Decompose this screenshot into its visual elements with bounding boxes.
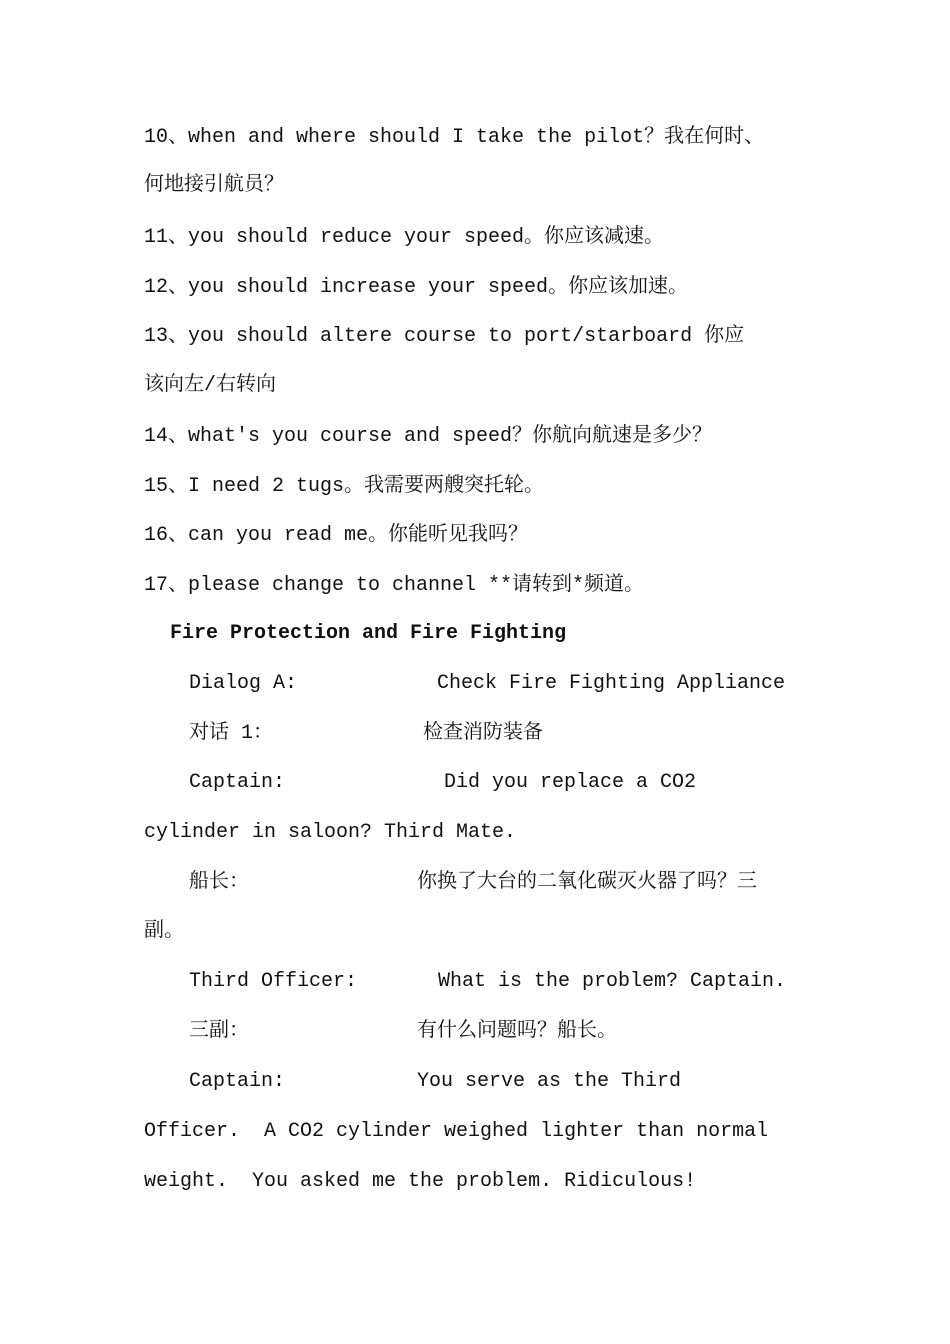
captain-text-1a: Did you replace a CO2 (444, 771, 697, 794)
captain-label-1: Captain: (189, 771, 286, 794)
captain-text-2a: You serve as the Third (417, 1070, 682, 1093)
line-11: 11、you should reduce your speed。你应该减速。 (144, 226, 665, 249)
captain-text-cn-1b: 副。 (144, 920, 184, 943)
officer-text: What is the problem? Captain. (438, 970, 787, 993)
line-10-cont: 何地接引航员？ (144, 174, 284, 197)
line-13-cont: 该向左/右转向 (144, 374, 277, 397)
line-10: 10、when and where should I take the pilot？我在何时、 (144, 126, 765, 149)
captain-text-cn-1a: 你换了大台的二氧化碳灭火器了吗？三 (417, 871, 757, 894)
line-15: 15、I need 2 tugs。我需要两艘突托轮。 (144, 475, 545, 498)
captain-text-1b: cylinder in saloon? Third Mate. (144, 821, 517, 844)
officer-label-cn: 三副： (189, 1020, 249, 1043)
line-16: 16、can you read me。你能听见我吗？ (144, 524, 529, 547)
line-14: 14、what's you course and speed？你航向航速是多少？ (144, 425, 713, 448)
line-13: 13、you should altere course to port/starboard 你应 (144, 325, 745, 348)
dialog-title-label: Dialog A: (189, 672, 298, 695)
dialog-title-text-cn: 检查消防装备 (423, 722, 543, 745)
officer-label: Third Officer: (189, 970, 358, 993)
dialog-title-label-cn: 对话 1： (189, 722, 274, 745)
captain-label-cn-1: 船长： (189, 871, 249, 894)
line-12: 12、you should increase your speed。你应该加速。 (144, 276, 689, 299)
captain-text-2b: Officer. A CO2 cylinder weighed lighter than normal (144, 1120, 769, 1143)
dialog-title-text: Check Fire Fighting Appliance (437, 672, 786, 695)
section-heading: Fire Protection and Fire Fighting (170, 622, 567, 645)
captain-label-2: Captain: (189, 1070, 286, 1093)
line-17: 17、please change to channel **请转到*频道。 (144, 574, 645, 597)
officer-text-cn: 有什么问题吗？船长。 (417, 1020, 617, 1043)
captain-text-2c: weight. You asked me the problem. Ridiculous! (144, 1170, 697, 1193)
